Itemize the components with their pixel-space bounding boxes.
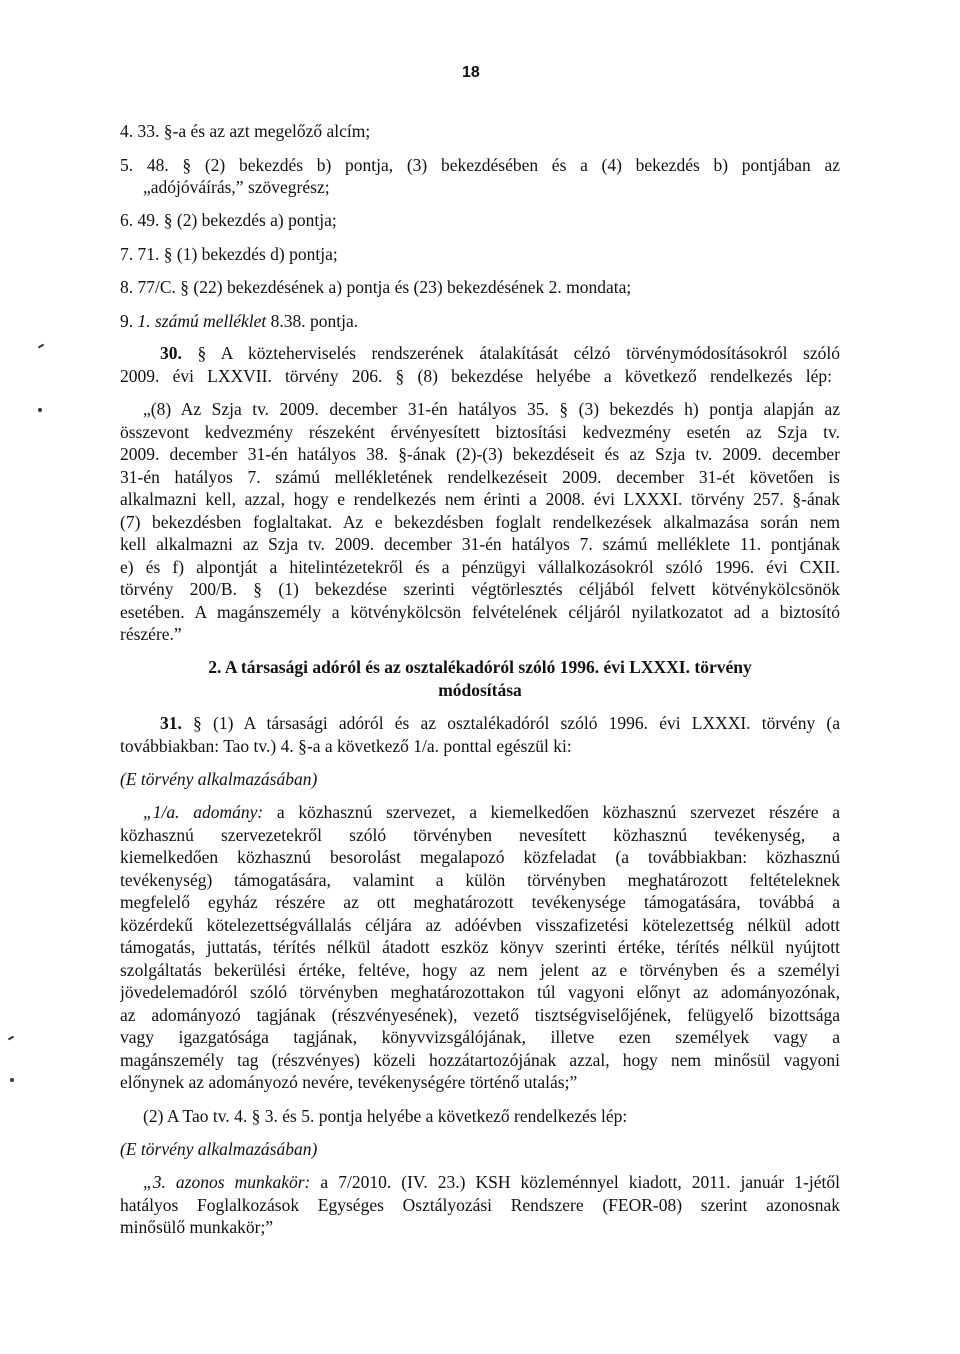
definition-line11: magánszemély tag (részvényes) közeli hozzátartozójának azzal, hogy nem minősül vagyoni [120, 1050, 840, 1070]
list-item-9-rest: 8.38. pontja. [266, 311, 359, 331]
list-item-9-annex: 1. számú melléklet [137, 311, 267, 331]
section-31-title-rest: § (1) A társasági adóról és az osztalékadóról szóló 1996. évi LXXXI. törvény (a [181, 713, 840, 733]
definition2-line0 [143, 1171, 840, 1193]
section-31-number: 31. [160, 713, 182, 733]
definition-line3: tevékenység) támogatására, valamint a külön törvényben meghatározott feltételeknek [120, 870, 840, 890]
section-30-quote-line9: törvény 200/B. § (1) bekezdése szerinti végtörlesztés céljából felvett kötvénykölcsönök [120, 579, 840, 599]
definition-term: „1/a. adomány: [143, 802, 264, 822]
section-30-line1 [160, 342, 840, 364]
definition2-line2: minősülő munkakör;” [120, 1217, 274, 1237]
list-item-8: 8. 77/C. § (22) bekezdésének a) pontja és (23) bekezdésének 2. mondata; [120, 277, 632, 297]
definition-text: a közhasznú szervezet, a kiemelkedően közhasznú szervezet részére a [263, 802, 840, 822]
section-31-context: (E törvény alkalmazásában) [120, 769, 318, 789]
section-31-context-2: (E törvény alkalmazásában) [120, 1139, 318, 1159]
definition-line9: az adományozó tagjának (részvényesének), vezető tisztségviselőjének, felügyelő bizottsága [120, 1005, 840, 1025]
definition-line12: előnynek az adományozó nevére, tevékenységére történő utalás;” [120, 1072, 578, 1092]
definition-line5: közérdekű kötelezettségvállalás céljára az adóévben visszafizetési kötelezettség nélkül adott [120, 915, 840, 935]
section-31-line1 [160, 712, 840, 734]
scan-dot [10, 1078, 14, 1082]
scan-mark [38, 344, 44, 349]
definition-line2: kiemelkedően közhasznú besorolást megalapozó közfeladat (a továbbiakban: közhasznú [120, 847, 840, 867]
section-30-quote-line7: kell alkalmazni az Szja tv. 2009. december 31-én hatályos 7. számú melléklete 11. pontjának [120, 534, 840, 554]
definition-line7: szolgáltatás bekerülési értéke, feltéve, hogy az nem jelent az e törvényben és a személyi [120, 960, 840, 980]
section-30-number: 30. [160, 343, 182, 363]
section-30-quote-line6: (7) bekezdésben foglaltakat. Az e bekezdésben foglalt rendelkezések alkalmazása során nem [120, 512, 840, 532]
heading-2-line1: 2. A társasági adóról és az osztalékadóról szóló 1996. évi LXXXI. törvény [208, 657, 752, 677]
section-30-quote-line3: 2009. december 31-én hatályos 38. §-ának (2)-(3) bekezdéseit és az Szja tv. 2009. december [120, 444, 840, 464]
definition-line0 [143, 801, 840, 823]
scan-mark [8, 1036, 14, 1041]
list-item-9-number: 9. [120, 311, 138, 331]
section-31-paragraph-2: (2) A Tao tv. 4. § 3. és 5. pontja helyébe a következő rendelkezés lép: [143, 1106, 628, 1126]
definition-line4: megfelelő egyház részére az ott meghatározott tevékenysége támogatására, továbbá a [120, 892, 840, 912]
section-30-line2: 2009. évi LXXVII. törvény 206. § (8) bekezdése helyébe a következő rendelkezés lép: [120, 366, 832, 386]
definition2-line1: hatályos Foglalkozások Egységes Osztályozási Rendszere (FEOR-08) szerint azonosnak [120, 1195, 840, 1215]
section-30-quote-line4: 31-én hatályos 7. számú mellékletének rendelkezéseit 2009. december 31-ét követően is [120, 467, 840, 487]
section-30-quote-line8: e) és f) alpontját a hitelintézetekről és a pénzügyi vállalkozásokról szóló 1996. évi CXII. [120, 557, 840, 577]
definition-line8: jövedelemadóról szóló törvényben meghatározottakon túl vagyoni előnyt az adományozónak, [120, 982, 840, 1002]
definition2-term: „3. azonos munkakör: [143, 1172, 311, 1192]
list-item-7: 7. 71. § (1) bekezdés d) pontja; [120, 244, 338, 264]
section-31-line2: továbbiakban: Tao tv.) 4. §-a a következő 1/a. ponttal egészül ki: [120, 736, 572, 756]
definition-line6: támogatás, juttatás, térítés nélkül átadott eszköz könyv szerinti értéke, térítés nélkül nyújtott [120, 937, 840, 957]
definition-line1: közhasznú szervezetekről szóló törvényben nevesített közhasznú tevékenység, a [120, 825, 840, 845]
list-item-9 [120, 310, 358, 332]
section-30-quote-line1: „(8) Az Szja tv. 2009. december 31-én hatályos 35. § (3) bekezdés h) pontja alapján az [143, 399, 840, 419]
section-30-quote-line2: összevont kedvezmény részeként érvényesített biztosítási kedvezmény esetén az Szja tv. [120, 422, 840, 442]
definition2-text: a 7/2010. (IV. 23.) KSH közleménnyel kiadott, 2011. január 1-jétől [310, 1172, 840, 1192]
heading-2-line2: módosítása [438, 680, 522, 700]
section-30-quote-line5: alkalmazni kell, azzal, hogy e rendelkezés nem érinti a 2008. évi LXXXI. törvény 257. §-ának [120, 489, 840, 509]
section-30-title-rest: § A közteherviselés rendszerének átalakítását célzó törvénymódosításokról szóló [181, 343, 840, 363]
list-item-6: 6. 49. § (2) bekezdés a) pontja; [120, 210, 337, 230]
list-item-4: 4. 33. §-a és az azt megelőző alcím; [120, 121, 371, 141]
section-30-quote-line11: részére.” [120, 624, 182, 644]
section-30-quote-line10: esetében. A magánszemély a kötvénykölcsön felvételének céljáról nyilatkozatot ad a biztosító [120, 602, 840, 622]
definition-line10: vagy igazgatósága tagjának, könyvvizsgálójának, illetve ezen személyek vagy a [120, 1027, 840, 1047]
page-number: 18 [462, 64, 480, 81]
list-item-5-line1: 5. 48. § (2) bekezdés b) pontja, (3) bekezdésében és a (4) bekezdés b) pontjában az [120, 155, 840, 175]
scan-dot [38, 408, 42, 412]
list-item-5-line2: „adójóváírás,” szövegrész; [143, 177, 330, 197]
